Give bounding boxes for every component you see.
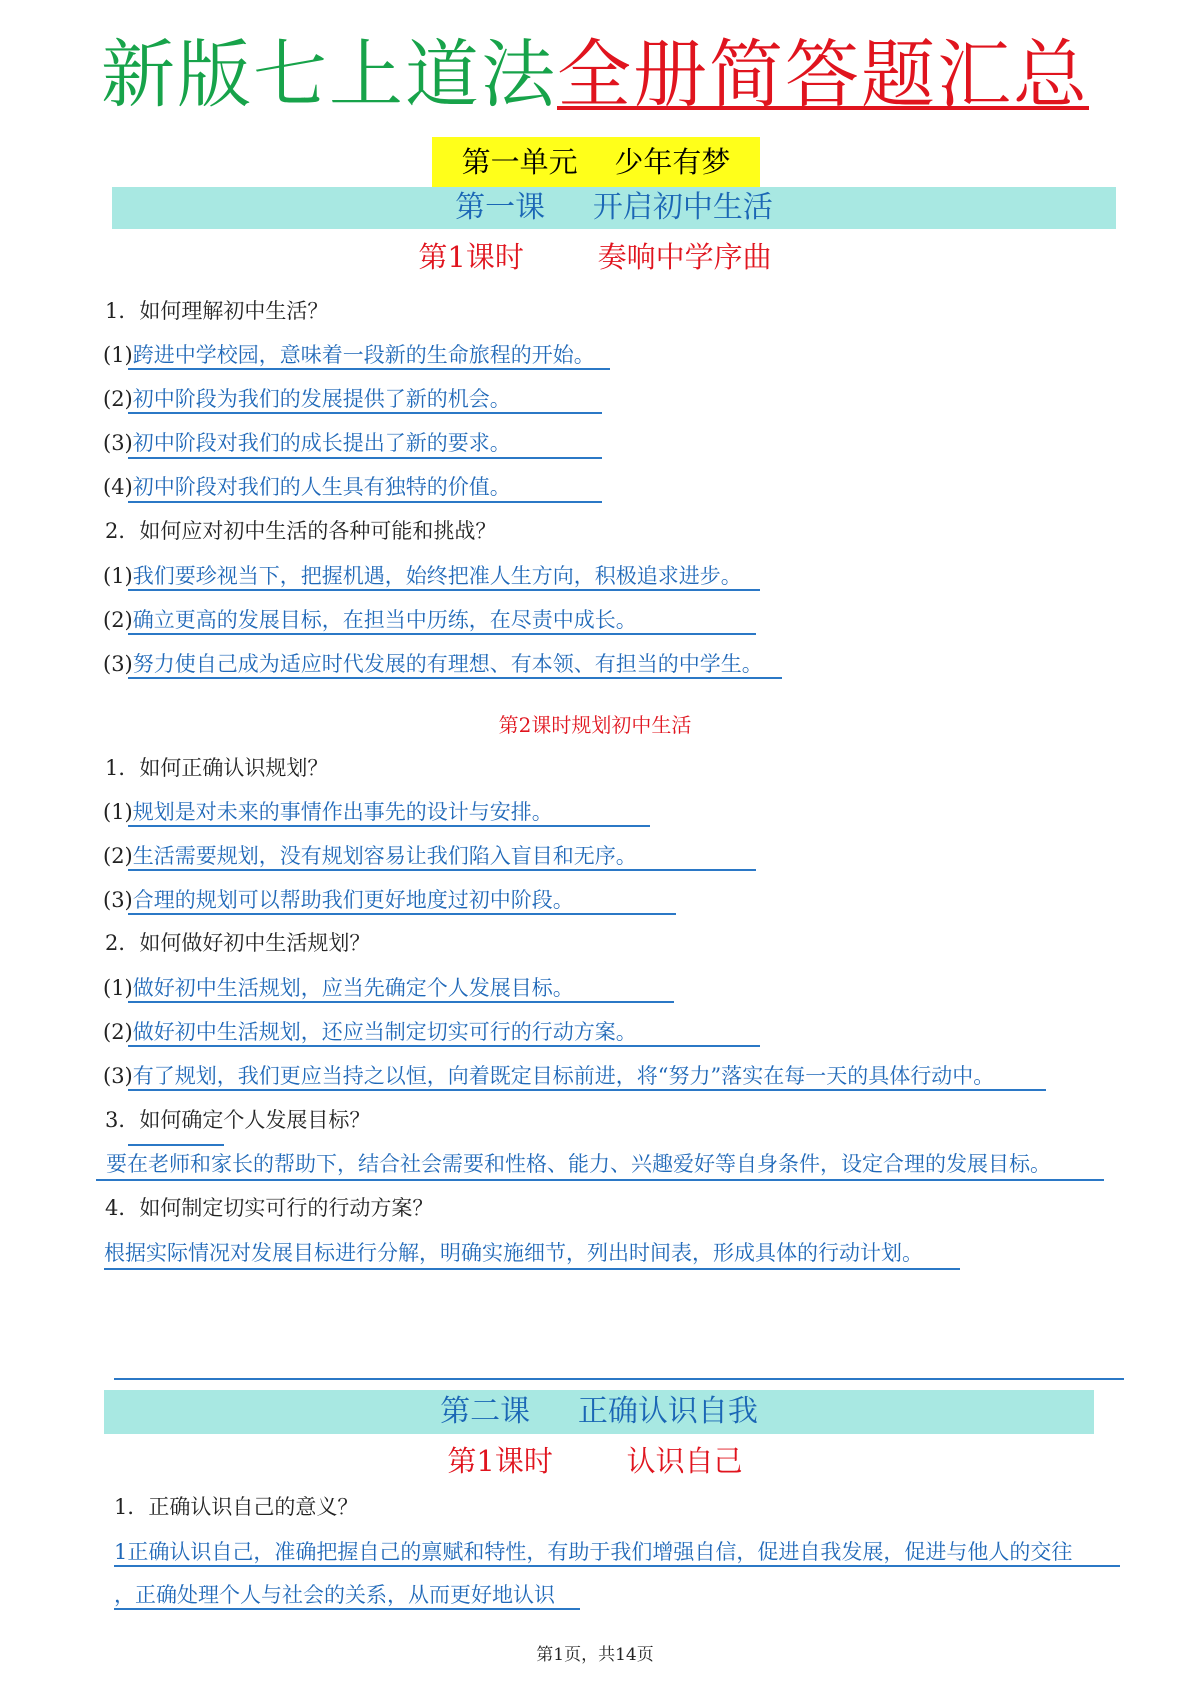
answer-underline	[128, 633, 756, 635]
answer-underline	[128, 1001, 674, 1003]
question: 1．如何正确认识规划？	[105, 756, 329, 780]
question: 1．正确认识自己的意义？	[114, 1495, 359, 1519]
answer-line: (2)做好初中生活规划，还应当制定切实可行的行动方案。	[103, 1020, 637, 1044]
answer-underline	[128, 825, 650, 827]
answer-line: (1)规划是对未来的事情作出事先的设计与安排。	[103, 800, 553, 824]
answer-line: (1)做好初中生活规划，应当先确定个人发展目标。	[103, 976, 574, 1000]
answer-line: (4)初中阶段对我们的人生具有独特的价值。	[103, 475, 511, 499]
unit-label: 第一单元 少年有梦	[432, 137, 760, 187]
question: 2．如何应对初中生活的各种可能和挑战？	[105, 519, 497, 543]
answer-underline	[114, 1565, 1120, 1567]
answer-line: (1)我们要珍视当下，把握机遇，始终把准人生方向，积极追求进步。	[103, 564, 742, 588]
answer-line: (3)初中阶段对我们的成长提出了新的要求。	[103, 431, 511, 455]
answer-line: (3)合理的规划可以帮助我们更好地度过初中阶段。	[103, 888, 574, 912]
answer-underline	[128, 457, 602, 459]
answer-underline	[128, 1045, 760, 1047]
title-part-2: 全册简答题汇总	[557, 32, 1089, 118]
answer-underline	[128, 1089, 1046, 1091]
question: 4．如何制定切实可行的行动方案？	[105, 1196, 434, 1220]
answer-underline	[128, 913, 676, 915]
title-part-1: 新版七上道法	[101, 32, 557, 118]
answer-line: ，正确处理个人与社会的关系，从而更好地认识	[114, 1583, 555, 1607]
answer-underline	[114, 1608, 580, 1610]
answer-underline	[104, 1268, 960, 1270]
answer-line: (3)努力使自己成为适应时代发展的有理想、有本领、有担当的中学生。	[103, 652, 763, 676]
answer-line: (2)生活需要规划，没有规划容易让我们陷入盲目和无序。	[103, 844, 637, 868]
answer-underline	[128, 412, 602, 414]
answer-line: (2)初中阶段为我们的发展提供了新的机会。	[103, 387, 511, 411]
question: 3．如何确定个人发展目标？	[105, 1108, 371, 1132]
page-number: 第1页，共14页	[536, 1645, 654, 1665]
question: 2．如何做好初中生活规划？	[105, 931, 371, 955]
answer-underline	[128, 1144, 224, 1146]
lesson-2-header: 第二课 正确认识自我	[104, 1390, 1094, 1434]
answer-underline	[128, 368, 610, 370]
answer-line: (3)有了规划，我们更应当持之以恒，向着既定目标前进，将“努力”落实在每一天的具体行动中。	[103, 1064, 995, 1088]
answer-underline	[96, 1179, 1104, 1181]
lesson-1-header: 第一课 开启初中生活	[112, 187, 1116, 229]
answer-underline	[128, 501, 602, 503]
answer-line: (1)跨进中学校园，意味着一段新的生命旅程的开始。	[103, 343, 595, 367]
lesson-1-period-2-heading: 第2课时规划初中生活	[498, 713, 692, 737]
document-title	[0, 30, 1190, 120]
lesson-1-period-1-heading: 第1课时 奏响中学序曲	[418, 240, 772, 274]
question: 1．如何理解初中生活？	[105, 299, 329, 323]
section-divider	[114, 1378, 1124, 1380]
answer-line: 根据实际情况对发展目标进行分解，明确实施细节，列出时间表，形成具体的行动计划。	[104, 1241, 923, 1265]
answer-line: 要在老师和家长的帮助下，结合社会需要和性格、能力、兴趣爱好等自身条件，设定合理的发展目标。	[106, 1152, 1051, 1176]
answer-line: 1正确认识自己，准确把握自己的禀赋和特性，有助于我们增强自信，促进自我发展，促进与他人的交往	[114, 1540, 1073, 1564]
answer-underline	[128, 677, 782, 679]
lesson-2-period-1-heading: 第1课时 认识自己	[447, 1444, 743, 1478]
answer-underline	[128, 589, 760, 591]
answer-line: (2)确立更高的发展目标，在担当中历练，在尽责中成长。	[103, 608, 637, 632]
answer-underline	[128, 869, 756, 871]
